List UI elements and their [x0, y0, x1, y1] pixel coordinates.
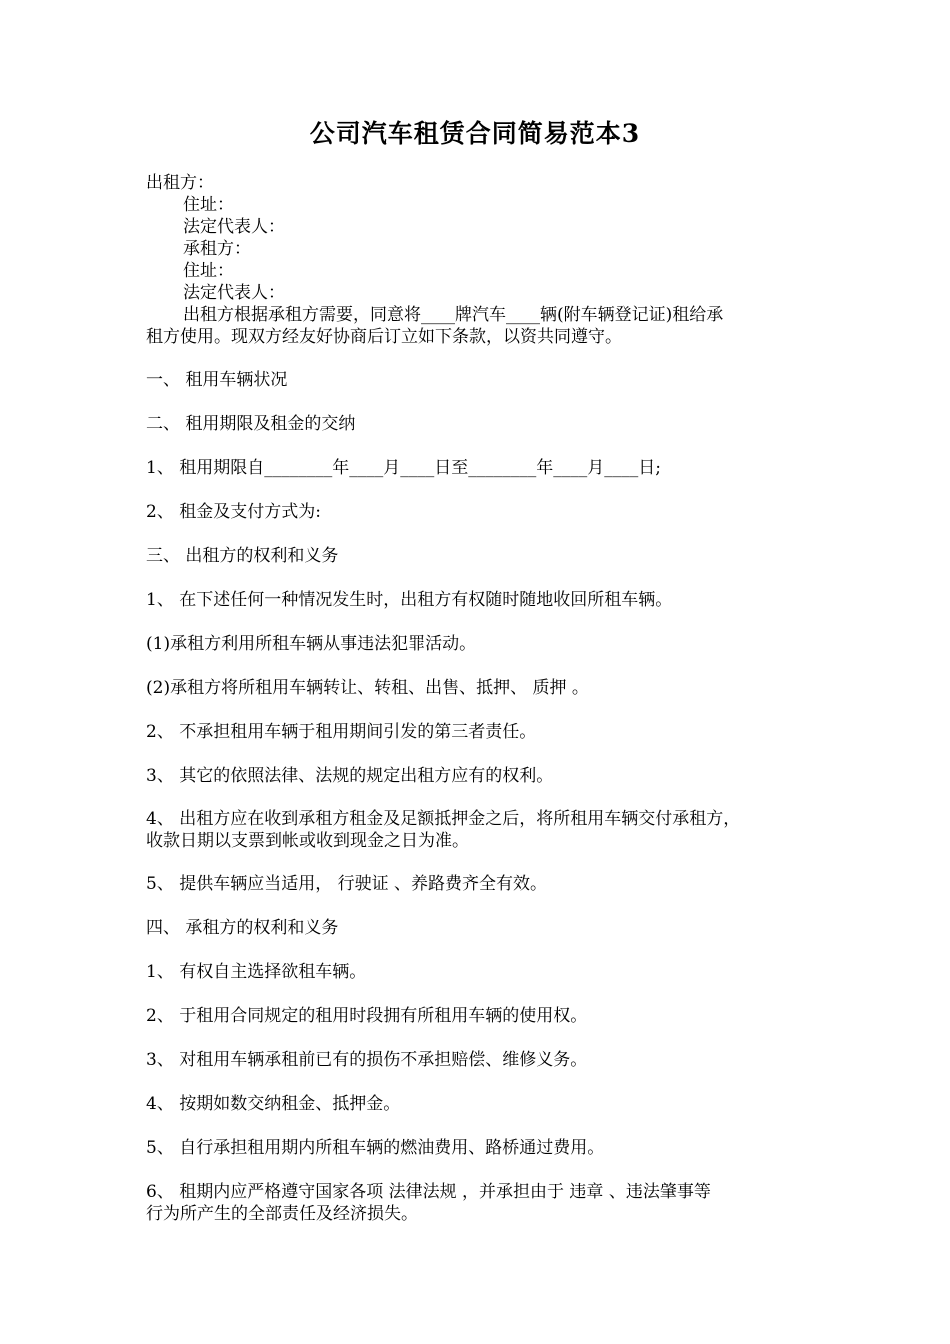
clause-4-5: 5、 自行承担租用期内所租车辆的燃油费用、路桥通过费用。: [146, 1138, 605, 1158]
section-heading-4: 四、 承租方的权利和义务: [146, 918, 339, 938]
clause-4-4: 4、 按期如数交纳租金、抵押金。: [146, 1094, 401, 1114]
lessee-label: 承租方：: [183, 239, 251, 259]
clause-3-4-line-2: 收款日期以支票到帐或收到现金之日为准。: [146, 831, 469, 851]
clause-4-1: 1、 有权自主选择欲租车辆。: [146, 962, 367, 982]
clause-2-2: 2、 租金及支付方式为:: [146, 502, 321, 522]
section-heading-3: 三、 出租方的权利和义务: [146, 546, 339, 566]
lessor-representative: 法定代表人：: [183, 217, 285, 237]
lessor-address: 住址：: [183, 195, 234, 215]
clause-3-1-a: (1)承租方利用所租车辆从事违法犯罪活动。: [146, 634, 477, 654]
clause-3-2: 2、 不承担租用车辆于租用期间引发的第三者责任。: [146, 722, 537, 742]
clause-3-1-b: (2)承租方将所租用车辆转让、转租、出售、抵押、 质押 。: [146, 678, 589, 698]
clause-3-3: 3、 其它的依照法律、法规的规定出租方应有的权利。: [146, 766, 554, 786]
clause-4-3: 3、 对租用车辆承租前已有的损伤不承担赔偿、维修义务。: [146, 1050, 588, 1070]
clause-4-2: 2、 于租用合同规定的租用时段拥有所租用车辆的使用权。: [146, 1006, 588, 1026]
section-heading-1: 一、 租用车辆状况: [146, 370, 288, 390]
clause-2-1: 1、 租用期限自________年____月____日至________年____月____日;: [146, 458, 661, 478]
clause-4-6-line-1: 6、 租期内应严格遵守国家各项 法律法规 ，并承担由于 违章 、违法肇事等: [146, 1182, 711, 1202]
lessor-label: 出租方：: [146, 173, 214, 193]
document-title: 公司汽车租赁合同简易范本3: [309, 119, 641, 148]
intro-line-1: 出租方根据承租方需要，同意将____牌汽车____辆(附车辆登记证)租给承: [183, 305, 724, 325]
intro-line-2: 租方使用。现双方经友好协商后订立如下条款，以资共同遵守。: [146, 327, 622, 347]
lessee-address: 住址：: [183, 261, 234, 281]
section-heading-2: 二、 租用期限及租金的交纳: [146, 414, 356, 434]
clause-4-6-line-2: 行为所产生的全部责任及经济损失。: [146, 1204, 418, 1224]
lessee-representative: 法定代表人：: [183, 283, 285, 303]
clause-3-1: 1、 在下述任何一种情况发生时，出租方有权随时随地收回所租车辆。: [146, 590, 673, 610]
clause-3-4-line-1: 4、 出租方应在收到承租方租金及足额抵押金之后，将所租用车辆交付承租方，: [146, 809, 741, 829]
clause-3-5: 5、 提供车辆应当适用， 行驶证 、养路费齐全有效。: [146, 874, 548, 894]
